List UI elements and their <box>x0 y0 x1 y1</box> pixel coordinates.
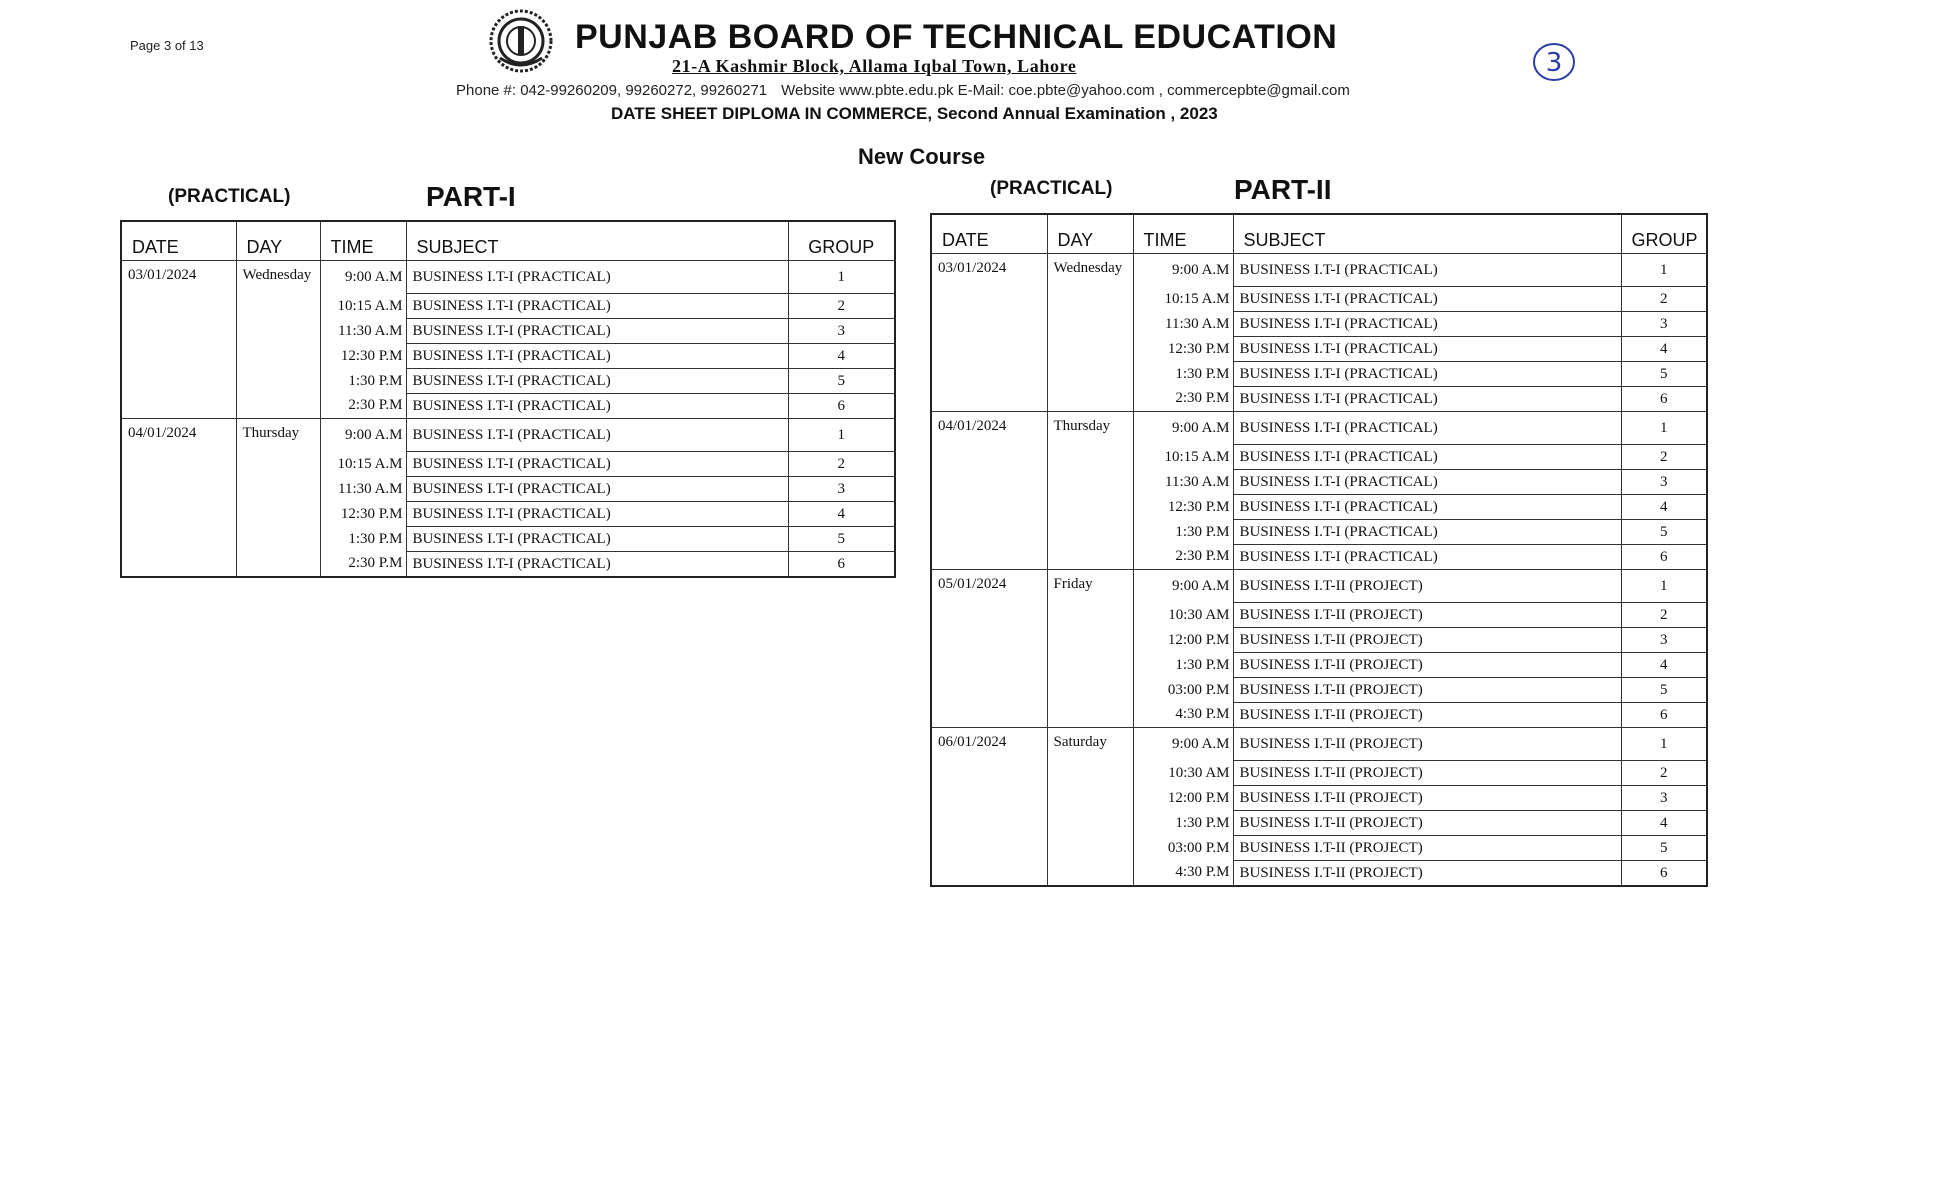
group-cell: 4 <box>788 502 895 527</box>
group-cell: 2 <box>788 294 895 319</box>
group-header: GROUP <box>788 221 895 261</box>
time-cell: 1:30 P.M <box>1133 653 1233 678</box>
subject-header: SUBJECT <box>1233 214 1621 254</box>
time-cell: 9:00 A.M <box>1133 728 1233 761</box>
subject-cell: BUSINESS I.T-I (PRACTICAL) <box>406 452 788 477</box>
time-cell: 10:15 A.M <box>1133 445 1233 470</box>
time-cell: 12:30 P.M <box>1133 495 1233 520</box>
time-cell: 11:30 A.M <box>1133 312 1233 337</box>
group-cell: 4 <box>1621 811 1707 836</box>
time-cell: 11:30 A.M <box>320 477 406 502</box>
time-cell: 9:00 A.M <box>1133 412 1233 445</box>
subject-cell: BUSINESS I.T-I (PRACTICAL) <box>1233 520 1621 545</box>
time-cell: 9:00 A.M <box>320 261 406 294</box>
contact-phone: Phone #: 042-99260209, 99260272, 99260271 <box>456 82 768 99</box>
table-row <box>931 570 1707 603</box>
subject-cell: BUSINESS I.T-I (PRACTICAL) <box>406 294 788 319</box>
time-header: TIME <box>1133 214 1233 254</box>
page-mark-text: 3 <box>1545 48 1563 78</box>
group-cell: 5 <box>1621 362 1707 387</box>
day-cell: Thursday <box>1047 412 1133 570</box>
subject-cell: BUSINESS I.T-I (PRACTICAL) <box>1233 470 1621 495</box>
contact-web: Website www.pbte.edu.pk E-Mail: coe.pbte@yahoo.com , commercepbte@gmail.com <box>781 82 1350 99</box>
subject-cell: BUSINESS I.T-I (PRACTICAL) <box>406 261 788 294</box>
time-cell: 4:30 P.M <box>1133 861 1233 887</box>
date-cell: 04/01/2024 <box>931 412 1047 570</box>
group-header: GROUP <box>1621 214 1707 254</box>
time-cell: 9:00 A.M <box>320 419 406 452</box>
part1-practical-label: (PRACTICAL) <box>168 186 291 207</box>
group-cell: 5 <box>1621 836 1707 861</box>
group-cell: 1 <box>788 261 895 294</box>
subject-cell: BUSINESS I.T-I (PRACTICAL) <box>1233 387 1621 412</box>
date-cell: 06/01/2024 <box>931 728 1047 887</box>
subject-cell: BUSINESS I.T-I (PRACTICAL) <box>406 502 788 527</box>
subject-cell: BUSINESS I.T-I (PRACTICAL) <box>1233 445 1621 470</box>
time-cell: 1:30 P.M <box>320 527 406 552</box>
date-header: DATE <box>121 221 236 261</box>
subject-cell: BUSINESS I.T-I (PRACTICAL) <box>1233 287 1621 312</box>
time-cell: 1:30 P.M <box>1133 811 1233 836</box>
subject-cell: BUSINESS I.T-II (PROJECT) <box>1233 703 1621 728</box>
subject-cell: BUSINESS I.T-II (PROJECT) <box>1233 836 1621 861</box>
time-cell: 03:00 P.M <box>1133 836 1233 861</box>
group-cell: 1 <box>1621 570 1707 603</box>
time-cell: 03:00 P.M <box>1133 678 1233 703</box>
date-cell: 03/01/2024 <box>931 254 1047 412</box>
subject-header: SUBJECT <box>406 221 788 261</box>
day-cell: Friday <box>1047 570 1133 728</box>
time-cell: 1:30 P.M <box>1133 362 1233 387</box>
time-cell: 4:30 P.M <box>1133 703 1233 728</box>
subject-cell: BUSINESS I.T-II (PROJECT) <box>1233 570 1621 603</box>
board-title: PUNJAB BOARD OF TECHNICAL EDUCATION <box>575 18 1338 56</box>
date-cell: 04/01/2024 <box>121 419 236 578</box>
time-cell: 10:30 AM <box>1133 603 1233 628</box>
group-cell: 5 <box>788 369 895 394</box>
group-cell: 1 <box>1621 412 1707 445</box>
time-cell: 2:30 P.M <box>1133 387 1233 412</box>
subject-cell: BUSINESS I.T-I (PRACTICAL) <box>406 552 788 578</box>
day-cell: Wednesday <box>236 261 320 419</box>
group-cell: 6 <box>788 394 895 419</box>
time-cell: 1:30 P.M <box>320 369 406 394</box>
day-cell: Saturday <box>1047 728 1133 887</box>
time-cell: 12:00 P.M <box>1133 786 1233 811</box>
time-cell: 2:30 P.M <box>320 552 406 578</box>
group-cell: 4 <box>1621 653 1707 678</box>
subject-cell: BUSINESS I.T-II (PROJECT) <box>1233 761 1621 786</box>
part1-title: PART-I <box>426 181 516 212</box>
subject-cell: BUSINESS I.T-I (PRACTICAL) <box>1233 362 1621 387</box>
subject-cell: BUSINESS I.T-II (PROJECT) <box>1233 678 1621 703</box>
group-cell: 6 <box>1621 861 1707 887</box>
group-cell: 2 <box>1621 761 1707 786</box>
group-cell: 6 <box>1621 703 1707 728</box>
subject-cell: BUSINESS I.T-I (PRACTICAL) <box>406 369 788 394</box>
group-cell: 5 <box>1621 678 1707 703</box>
group-cell: 6 <box>788 552 895 578</box>
subject-cell: BUSINESS I.T-II (PROJECT) <box>1233 628 1621 653</box>
group-cell: 2 <box>1621 603 1707 628</box>
contact-line <box>456 82 1350 99</box>
table-row <box>931 254 1707 287</box>
part2-schedule-table <box>930 213 1708 887</box>
group-cell: 1 <box>1621 728 1707 761</box>
day-cell: Thursday <box>236 419 320 578</box>
subject-cell: BUSINESS I.T-I (PRACTICAL) <box>406 344 788 369</box>
subject-cell: BUSINESS I.T-II (PROJECT) <box>1233 728 1621 761</box>
group-cell: 4 <box>788 344 895 369</box>
part2-practical-label: (PRACTICAL) <box>990 178 1113 199</box>
subject-cell: BUSINESS I.T-II (PROJECT) <box>1233 603 1621 628</box>
time-cell: 9:00 A.M <box>1133 570 1233 603</box>
table-row <box>931 412 1707 445</box>
subject-cell: BUSINESS I.T-I (PRACTICAL) <box>1233 312 1621 337</box>
course-label: New Course <box>858 144 986 169</box>
date-cell: 03/01/2024 <box>121 261 236 419</box>
part2-title: PART-II <box>1234 174 1332 205</box>
board-address: 21-A Kashmir Block, Allama Iqbal Town, Lahore <box>672 56 1077 76</box>
group-cell: 6 <box>1621 387 1707 412</box>
time-cell: 10:15 A.M <box>1133 287 1233 312</box>
table-row <box>931 728 1707 761</box>
group-cell: 5 <box>1621 520 1707 545</box>
time-cell: 12:30 P.M <box>320 502 406 527</box>
date-header: DATE <box>931 214 1047 254</box>
subject-cell: BUSINESS I.T-II (PROJECT) <box>1233 786 1621 811</box>
part2-rows <box>931 254 1707 887</box>
time-cell: 11:30 A.M <box>320 319 406 344</box>
day-cell: Wednesday <box>1047 254 1133 412</box>
subject-cell: BUSINESS I.T-II (PROJECT) <box>1233 653 1621 678</box>
time-cell: 10:15 A.M <box>320 294 406 319</box>
group-cell: 3 <box>1621 628 1707 653</box>
table-row <box>121 261 895 294</box>
subject-cell: BUSINESS I.T-I (PRACTICAL) <box>406 319 788 344</box>
time-cell: 10:15 A.M <box>320 452 406 477</box>
subject-cell: BUSINESS I.T-I (PRACTICAL) <box>1233 254 1621 287</box>
subject-cell: BUSINESS I.T-I (PRACTICAL) <box>1233 495 1621 520</box>
time-cell: 2:30 P.M <box>1133 545 1233 570</box>
group-cell: 1 <box>1621 254 1707 287</box>
subject-cell: BUSINESS I.T-I (PRACTICAL) <box>406 394 788 419</box>
date-cell: 05/01/2024 <box>931 570 1047 728</box>
board-logo-icon <box>488 8 554 74</box>
subject-cell: BUSINESS I.T-I (PRACTICAL) <box>1233 545 1621 570</box>
subject-cell: BUSINESS I.T-I (PRACTICAL) <box>1233 412 1621 445</box>
time-cell: 12:30 P.M <box>320 344 406 369</box>
day-header: DAY <box>1047 214 1133 254</box>
time-cell: 11:30 A.M <box>1133 470 1233 495</box>
part1-schedule-table <box>120 220 896 578</box>
subject-cell: BUSINESS I.T-II (PROJECT) <box>1233 811 1621 836</box>
time-header: TIME <box>320 221 406 261</box>
group-cell: 2 <box>1621 287 1707 312</box>
group-cell: 1 <box>788 419 895 452</box>
group-cell: 5 <box>788 527 895 552</box>
time-cell: 2:30 P.M <box>320 394 406 419</box>
time-cell: 9:00 A.M <box>1133 254 1233 287</box>
group-cell: 4 <box>1621 495 1707 520</box>
subject-cell: BUSINESS I.T-II (PROJECT) <box>1233 861 1621 887</box>
handwritten-page-mark <box>1532 40 1576 84</box>
group-cell: 2 <box>1621 445 1707 470</box>
group-cell: 3 <box>1621 470 1707 495</box>
group-cell: 3 <box>788 319 895 344</box>
day-header: DAY <box>236 221 320 261</box>
group-cell: 6 <box>1621 545 1707 570</box>
table-row <box>121 419 895 452</box>
part1-header-row <box>121 221 895 261</box>
group-cell: 3 <box>1621 312 1707 337</box>
subject-cell: BUSINESS I.T-I (PRACTICAL) <box>406 527 788 552</box>
time-cell: 1:30 P.M <box>1133 520 1233 545</box>
group-cell: 2 <box>788 452 895 477</box>
group-cell: 3 <box>1621 786 1707 811</box>
subject-cell: BUSINESS I.T-I (PRACTICAL) <box>406 477 788 502</box>
subject-cell: BUSINESS I.T-I (PRACTICAL) <box>1233 337 1621 362</box>
part2-header-row <box>931 214 1707 254</box>
part1-rows <box>121 261 895 578</box>
time-cell: 10:30 AM <box>1133 761 1233 786</box>
time-cell: 12:00 P.M <box>1133 628 1233 653</box>
page-number: Page 3 of 13 <box>130 38 204 53</box>
group-cell: 3 <box>788 477 895 502</box>
subject-cell: BUSINESS I.T-I (PRACTICAL) <box>406 419 788 452</box>
datesheet-title: DATE SHEET DIPLOMA IN COMMERCE, Second Annual Examination , 2023 <box>611 104 1218 123</box>
group-cell: 4 <box>1621 337 1707 362</box>
time-cell: 12:30 P.M <box>1133 337 1233 362</box>
